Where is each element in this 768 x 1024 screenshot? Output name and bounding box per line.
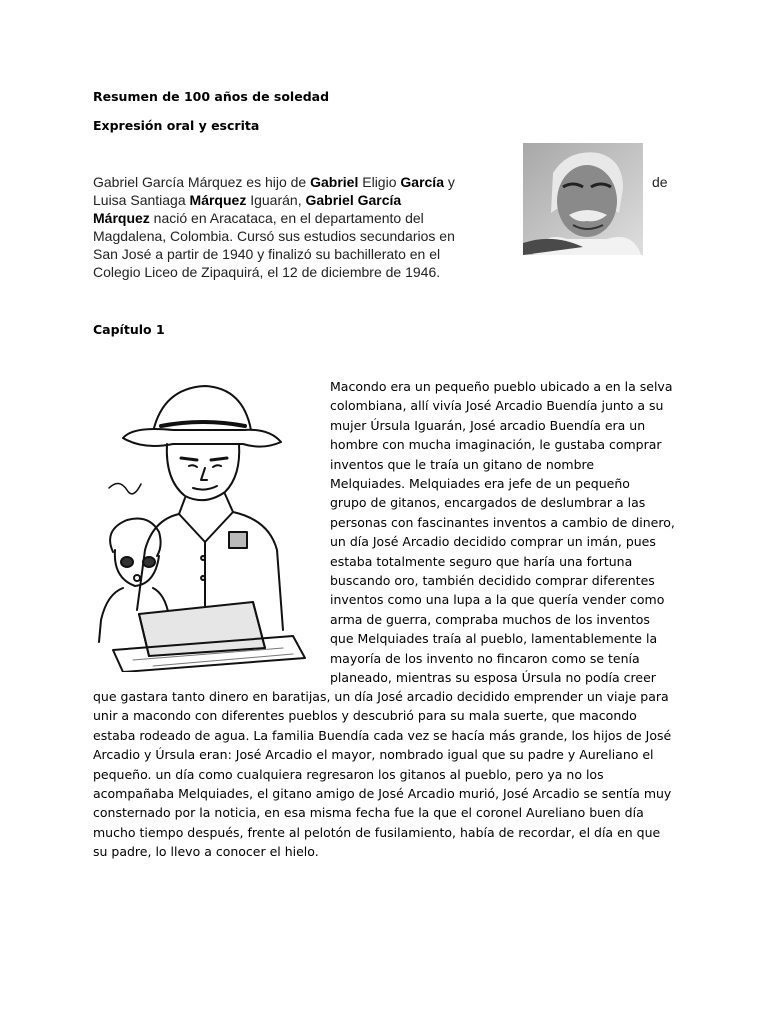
story-line: que gastara tanto dinero en baratijas, un día José arcadio decidido emprender un viaje para bbox=[93, 689, 669, 704]
bio-line: Magdalena, Colombia. Cursó sus estudios secundarios en bbox=[93, 228, 455, 244]
story-line: que Melquiades traía al pueblo, lamentablemente la bbox=[330, 631, 658, 647]
bio-bold: Márquez bbox=[93, 210, 150, 226]
story-line: grupo de gitanos, encargados de deslumbrar a las bbox=[330, 495, 646, 511]
buendia-father-son-drawing bbox=[93, 380, 325, 672]
bio-bold: Márquez bbox=[189, 192, 247, 208]
document-subtitle: Expresión oral y escrita bbox=[93, 118, 260, 133]
story-line: hombre con mucha imaginación, le gustaba comprar bbox=[330, 437, 662, 453]
story-line: mujer Úrsula Iguarán, José arcadio Buendía era un bbox=[330, 417, 646, 433]
story-line: planeado, mientras su esposa Úrsula no podía creer bbox=[330, 670, 656, 686]
story-line: estaba rodeado de agua. La familia Buendía cada vez se hacía más grande, los hijos de José bbox=[93, 727, 672, 743]
bio-text: Gabriel García Márquez es hijo de bbox=[93, 174, 311, 190]
story-line: estaba totalmente seguro que haría una fortuna bbox=[330, 553, 633, 569]
bio-bold: Gabriel bbox=[310, 174, 359, 190]
chapter-heading: Capítulo 1 bbox=[93, 322, 165, 337]
story-line: consternado por la noticia, en esa misma fecha fue la que el coronel Aureliano buen día bbox=[93, 805, 644, 821]
story-line: colombiana, allí vivía José Arcadio Buendía junto a su bbox=[330, 398, 664, 414]
bio-bold: García bbox=[400, 174, 444, 190]
bio-text: nació en Aracataca, en el departamento del bbox=[149, 210, 424, 226]
story-line: un día José Arcadio decidido comprar un imán, pues bbox=[330, 534, 656, 550]
story-line: su padre, lo llevo a conocer el hielo. bbox=[93, 844, 319, 860]
story-line: inventos como una lupa a la que quería vender como bbox=[330, 592, 665, 608]
author-portrait-photo bbox=[523, 143, 643, 255]
story-line: arma de guerra, compraba muchos de los inventos bbox=[330, 611, 650, 627]
bio-de-word: de bbox=[652, 174, 668, 190]
story-line: Melquiades. Melquiades era jefe de un pequeño bbox=[330, 476, 630, 492]
story-line: unir a macondo con diferentes pueblos y descubrió para su mala suerte, que macondo bbox=[93, 708, 637, 724]
story-paragraph-wide bbox=[93, 687, 671, 862]
bio-line: San José a partir de 1940 y finalizó su bachillerato en el bbox=[93, 246, 441, 262]
story-line: buscando oro, también decidido comprar diferentes bbox=[330, 573, 655, 589]
bio-line: Colegio Liceo de Zipaquirá, el 12 de diciembre de 1946. bbox=[93, 264, 441, 280]
story-line: acompañaba Melquiades, el gitano amigo de José Arcadio murió, José Arcadio se sentía muy bbox=[93, 786, 672, 802]
story-line: personas con fascinantes inventos a cambio de dinero, bbox=[330, 514, 675, 530]
story-line: pequeño. un día como cualquiera regresaron los gitanos al pueblo, pero ya no los bbox=[93, 766, 604, 782]
story-line: Macondo era un pequeño pueblo ubicado a en la selva bbox=[330, 379, 673, 394]
bio-text: y bbox=[443, 174, 455, 190]
bio-line bbox=[93, 191, 503, 209]
bio-bold: Gabriel García bbox=[305, 192, 402, 208]
story-line: mucho tiempo después, frente al pelotón de fusilamiento, había de recordar, el día en que bbox=[93, 824, 661, 840]
illustration-icon bbox=[93, 380, 325, 672]
document-title: Resumen de 100 años de soledad bbox=[93, 89, 330, 104]
bio-text: Luisa Santiaga bbox=[93, 192, 190, 208]
story-line: inventos que le traía un gitano de nombre bbox=[330, 456, 595, 472]
bio-text: Iguarán, bbox=[246, 192, 306, 208]
portrait-icon bbox=[523, 143, 643, 255]
author-bio-paragraph bbox=[93, 173, 503, 281]
bio-text: Eligio bbox=[358, 174, 401, 190]
story-line: Arcadio y Úrsula eran: José Arcadio el mayor, nombrado igual que su padre y Aureliano el bbox=[93, 747, 654, 763]
bio-line bbox=[93, 173, 503, 191]
story-paragraph-narrow bbox=[330, 377, 675, 688]
bio-line bbox=[93, 209, 503, 227]
story-line: mayoría de los invento no fincaron como se tenía bbox=[330, 650, 640, 666]
